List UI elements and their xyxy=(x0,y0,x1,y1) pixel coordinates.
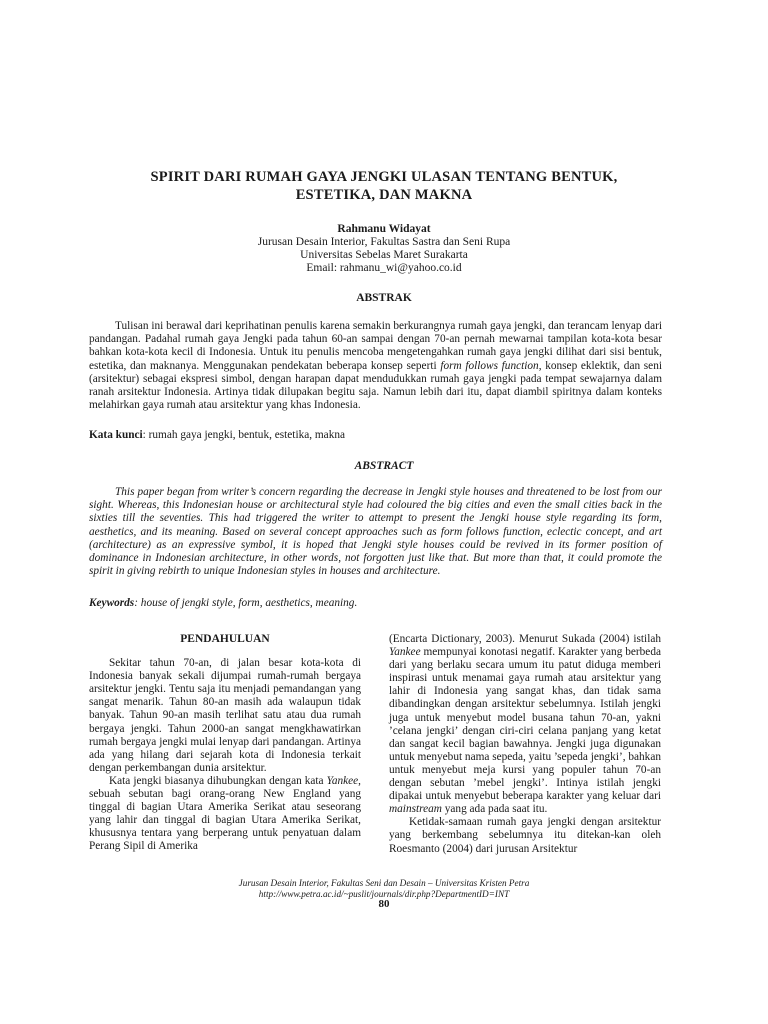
title-line-1: SPIRIT DARI RUMAH GAYA JENGKI ULASAN TENTANG BENTUK, xyxy=(150,169,618,185)
abstrak-text-b: , konsep eklektik, dan seni (arsitektur) sebagai ekspresi simbol, dengan harapan dapat mendudukkan rumah gaya jengki pada tempat sewajarnya dalam ranah arsitektur Indonesia. Artinya tidak dilupakan begitu saja. Namun lebih dari itu, dapat diambil spiritnya dalam konteks melahirkan gaya rumah atau arsitektur yang khas Indonesia. xyxy=(89,359,662,412)
right-p1-em1: Yankee xyxy=(389,646,421,659)
author-block xyxy=(90,223,678,275)
left-column xyxy=(89,633,361,854)
keywords-label: Keywords xyxy=(89,597,135,609)
abstrak-heading: ABSTRAK xyxy=(356,292,412,304)
right-p1-b: mempunyai konotasi negatif. Karakter yang berbeda dari yang berlaku secara umum itu patut diduga memberi inspirasi untuk menamai gaya rumah atau arsitektur yang lahir di Indonesia yang sangat khas, dan tidak sama dibandingkan dengan arsitektur sebelumnya. Istilah jengki juga untuk menyebut model busana tahun 70-an, yakni ’celana jengki’ dengan ciri-ciri celana panjang yang ketat dan sangat kecil bagian bawahnya. Jengki juga digunakan untuk menyebut nama sepeda, yaitu ’sepeda jengki’, bahkan untuk menyebut meja kursi yang populer tahun 70-an dengan sebutan ’mebel jengki’. Intinya istilah jengki dipakai untuk menyebut beberapa karakter yang keluar dari xyxy=(389,646,661,803)
right-paragraph-1 xyxy=(389,633,661,816)
left-paragraph-2 xyxy=(89,775,361,854)
kata-kunci-text: : rumah gaya jengki, bentuk, estetika, makna xyxy=(142,429,346,441)
title-line-2: ESTETIKA, DAN MAKNA xyxy=(295,187,473,203)
author-name: Rahmanu Widayat xyxy=(337,223,431,235)
kata-kunci-label: Kata kunci xyxy=(89,429,143,441)
abstract-body xyxy=(89,486,662,578)
left-p2-em: Yankee xyxy=(326,774,359,787)
affiliation-line-2: Universitas Sebelas Maret Surakarta xyxy=(300,249,468,261)
kata-kunci xyxy=(89,429,662,442)
pendahuluan-heading: PENDAHULUAN xyxy=(180,633,270,645)
keywords-text: : house of jengki style, form, aesthetics, meaning. xyxy=(134,597,358,609)
abstrak-text-a: Tulisan ini berawal dari keprihatinan penulis karena semakin berkurangnya rumah gaya jengki, dan terancam lenyap dari pandangan. Padahal rumah gaya Jengki pada tahun 60-an sampai dengan 70-an pernah mewarnai tampilan kota-kota besar bahkan kota-kota kecil di Indonesia. Untuk itu penulis mencoba mengetengahkan rumah gaya jengki dilihat dari sisi bentuk, estetika, dan maknanya. Menggunakan pendekatan beberapa konsep seperti xyxy=(89,320,662,372)
abstract-paragraph: This paper began from writer’s concern regarding the decrease in Jengki style houses and threatened to be lost from our sight. Whereas, this Indonesian house or architectural style had coloured the big cities and even the small cities back in the sixties till the seventies. This had triggered the writer to attempt to present the Jengki house style regarding its form, aesthetics, and its meaning. Based on several concept approaches such as form follows function, eclectic concept, and art (architecture) as an expressive symbol, it is hoped that Jengki style houses could be revived in its former position of dominance in Indonesian architecture, in other words, not forgotten just like that. But more than that, it could promote the spirit in giving rebirth to unique Indonesian styles in houses and architecture. xyxy=(89,486,662,578)
left-p2-b: , sebuah sebutan bagi orang-orang New England yang tinggal di bagian Utara Amerika Serikat atau seseorang yang lahir dan tinggal di bagian Utara Amerika Serikat, khususnya tentara yang berperang untuk penyatuan dalam Perang Sipil di Amerika xyxy=(89,774,361,853)
left-paragraph-1: Sekitar tahun 70-an, di jalan besar kota-kota di Indonesia banyak sekali dijumpai rumah-rumah bergaya arsitektur jengki. Tentu saja itu menjadi pemandangan yang sangat menarik. Tahun 80-an masih ada walaupun tidak banyak. Tahun 90-an masih terlihat satu atau dua rumah bergaya jengki. Tahun 2000-an sangat mengkhawatirkan rumah bergaya jengki mulai lenyap dari pandangan. Artinya ada yang hilang dari sejarah kota di Indonesia terkait dengan perkembangan dunia arsitektur. xyxy=(89,657,361,774)
paper-title xyxy=(90,168,678,204)
right-p1-em2: mainstream xyxy=(389,803,442,816)
right-p1-a: (Encarta Dictionary, 2003). Menurut Sukada (2004) istilah xyxy=(389,633,661,645)
right-p1-c: yang ada pada saat itu. xyxy=(441,803,548,816)
abstract-heading: ABSTRACT xyxy=(354,460,414,472)
left-p2-a: Kata jengki biasanya dihubungkan dengan kata xyxy=(109,774,327,787)
author-email: Email: rahmanu_wi@yahoo.co.id xyxy=(306,262,462,274)
right-column xyxy=(389,633,661,856)
page-footer xyxy=(90,878,678,900)
abstrak-paragraph xyxy=(89,320,662,412)
keywords-en xyxy=(89,597,662,610)
footer-url: http://www.petra.ac.id/~puslit/journals/dir.php?DepartmentID=INT xyxy=(258,889,510,899)
abstrak-text-em: form follows function xyxy=(440,359,539,372)
right-paragraph-2: Ketidak-samaan rumah gaya jengki dengan arsitektur yang berkembang sebelumnya itu ditekan-kan oleh Roesmanto (2004) dari jurusan Arsitektur xyxy=(389,816,661,855)
abstrak-body xyxy=(89,320,662,412)
affiliation-line-1: Jurusan Desain Interior, Fakultas Sastra dan Seni Rupa xyxy=(257,236,511,248)
footer-line-1: Jurusan Desain Interior, Fakultas Seni dan Desain – Universitas Kristen Petra xyxy=(238,878,530,888)
page-number: 80 xyxy=(378,898,390,910)
